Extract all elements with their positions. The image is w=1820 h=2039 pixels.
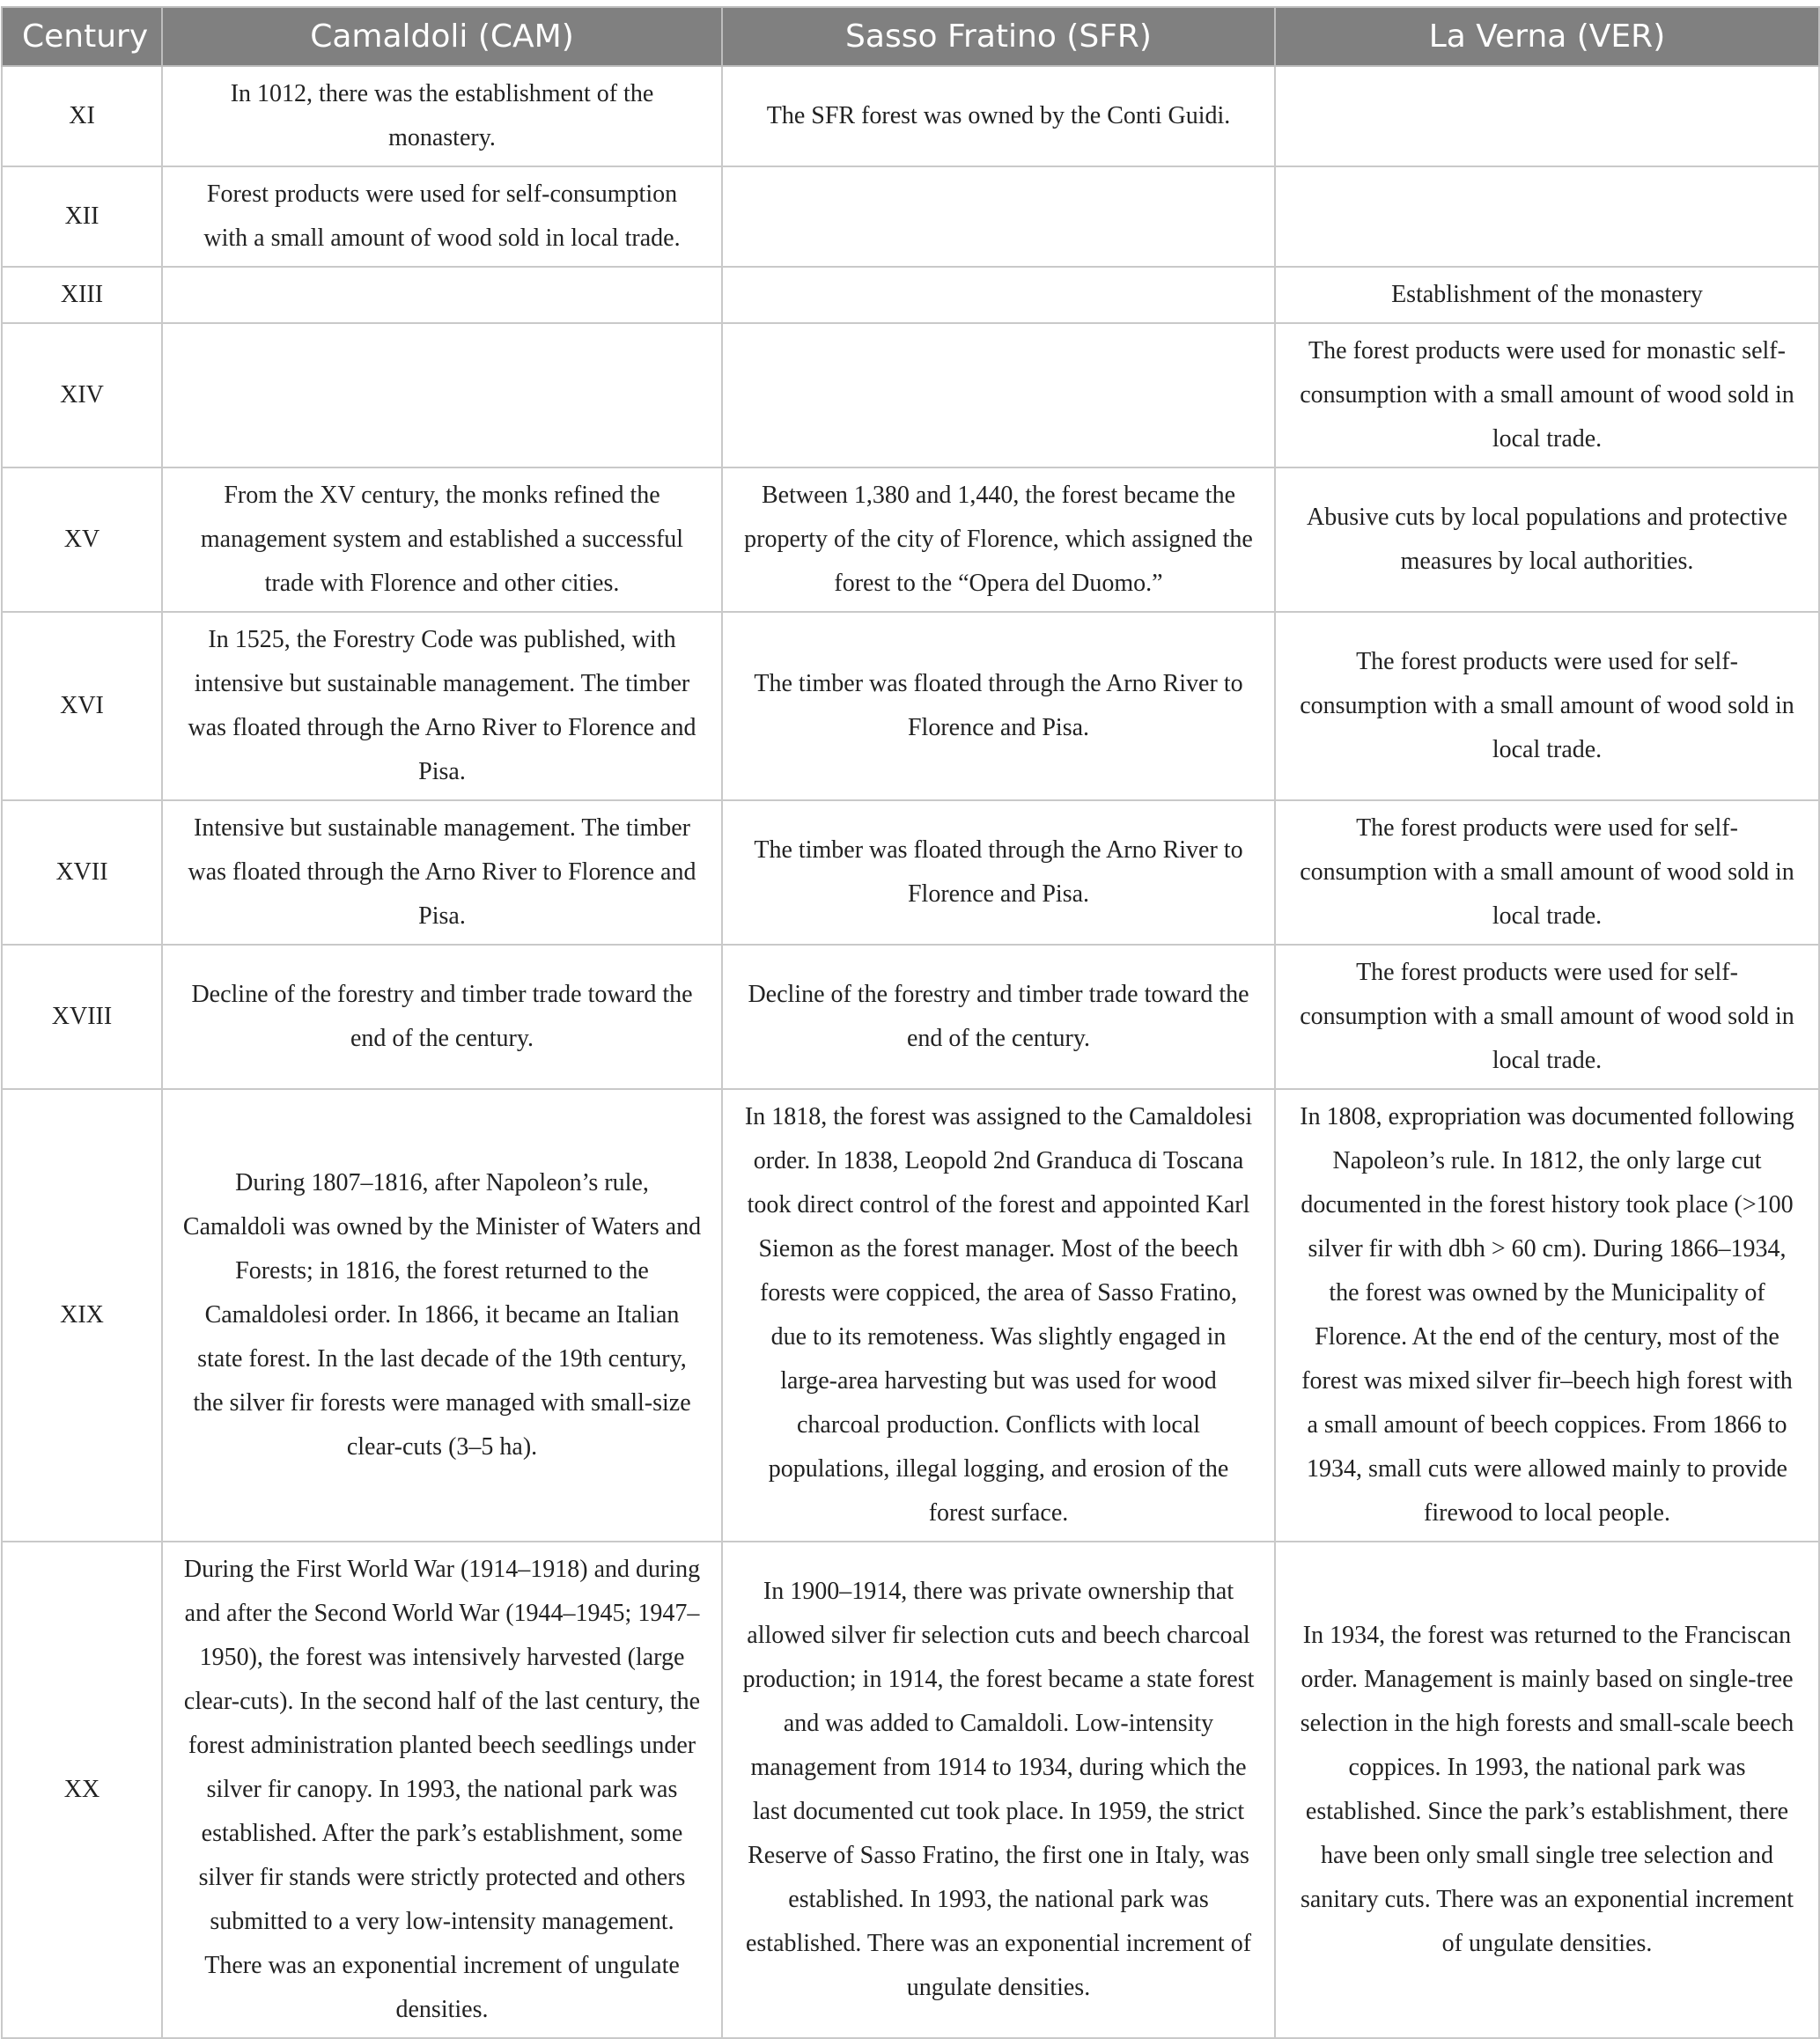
table-row	[2, 1542, 1819, 2038]
sasso-fratino-cell	[722, 323, 1275, 467]
la-verna-cell	[1275, 166, 1819, 267]
header-century: Century	[2, 7, 162, 66]
century-cell: XVIII	[2, 945, 162, 1089]
camaldoli-cell	[162, 323, 722, 467]
header-sasso-fratino: Sasso Fratino (SFR)	[722, 7, 1275, 66]
century-cell: XVI	[2, 612, 162, 800]
century-cell: XVII	[2, 800, 162, 945]
sasso-fratino-cell	[722, 166, 1275, 267]
la-verna-cell: In 1808, expropriation was documented following Napoleon’s rule. In 1812, the only large cut documented in the forest history took place (>100 silver fir with dbh > 60 cm). During 1866–1934, the forest was owned by the Municipality of Florence. At the end of the century, most of the forest was mixed silver fir–beech high forest with a small amount of beech coppices. From 1866 to 1934, small cuts were allowed mainly to provide firewood to local people.	[1275, 1089, 1819, 1542]
header-la-verna: La Verna (VER)	[1275, 7, 1819, 66]
table-row	[2, 66, 1819, 166]
la-verna-cell	[1275, 66, 1819, 166]
la-verna-cell: Establishment of the monastery	[1275, 267, 1819, 323]
la-verna-cell: In 1934, the forest was returned to the Franciscan order. Management is mainly based on single-tree selection in the high forests and small-scale beech coppices. In 1993, the national park was established. Since the park’s establishment, there have been only small single tree selection and sanitary cuts. There was an exponential increment of ungulate densities.	[1275, 1542, 1819, 2038]
camaldoli-cell: In 1012, there was the establishment of the monastery.	[162, 66, 722, 166]
sasso-fratino-cell	[722, 267, 1275, 323]
forest-history-table	[1, 6, 1820, 2039]
table-row	[2, 467, 1819, 612]
table-row	[2, 800, 1819, 945]
la-verna-cell: The forest products were used for self-consumption with a small amount of wood sold in local trade.	[1275, 612, 1819, 800]
la-verna-cell: The forest products were used for self-consumption with a small amount of wood sold in local trade.	[1275, 800, 1819, 945]
sasso-fratino-cell: In 1818, the forest was assigned to the Camaldolesi order. In 1838, Leopold 2nd Granduca di Toscana took direct control of the forest and appointed Karl Siemon as the forest manager. Most of the beech forests were coppiced, the area of Sasso Fratino, due to its remoteness. Was slightly engaged in large-area harvesting but was used for wood charcoal production. Conflicts with local populations, illegal logging, and erosion of the forest surface.	[722, 1089, 1275, 1542]
table-row	[2, 612, 1819, 800]
table-row	[2, 267, 1819, 323]
camaldoli-cell: In 1525, the Forestry Code was published, with intensive but sustainable management. The timber was floated through the Arno River to Florence and Pisa.	[162, 612, 722, 800]
camaldoli-cell	[162, 267, 722, 323]
table-row	[2, 945, 1819, 1089]
sasso-fratino-cell: In 1900–1914, there was private ownership that allowed silver fir selection cuts and beech charcoal production; in 1914, the forest became a state forest and was added to Camaldoli. Low-intensity management from 1914 to 1934, during which the last documented cut took place. In 1959, the strict Reserve of Sasso Fratino, the first one in Italy, was established. In 1993, the national park was established. There was an exponential increment of ungulate densities.	[722, 1542, 1275, 2038]
sasso-fratino-cell: The timber was floated through the Arno River to Florence and Pisa.	[722, 612, 1275, 800]
table-row	[2, 166, 1819, 267]
camaldoli-cell: Intensive but sustainable management. The timber was floated through the Arno River to Florence and Pisa.	[162, 800, 722, 945]
header-camaldoli: Camaldoli (CAM)	[162, 7, 722, 66]
century-cell: XIII	[2, 267, 162, 323]
table-row	[2, 1089, 1819, 1542]
century-cell: XI	[2, 66, 162, 166]
camaldoli-cell: Decline of the forestry and timber trade toward the end of the century.	[162, 945, 722, 1089]
camaldoli-cell: Forest products were used for self-consumption with a small amount of wood sold in local trade.	[162, 166, 722, 267]
table-row	[2, 323, 1819, 467]
sasso-fratino-cell: Decline of the forestry and timber trade toward the end of the century.	[722, 945, 1275, 1089]
century-cell: XX	[2, 1542, 162, 2038]
camaldoli-cell: From the XV century, the monks refined the management system and established a successful trade with Florence and other cities.	[162, 467, 722, 612]
camaldoli-cell: During 1807–1816, after Napoleon’s rule, Camaldoli was owned by the Minister of Waters and Forests; in 1816, the forest returned to the Camaldolesi order. In 1866, it became an Italian state forest. In the last decade of the 19th century, the silver fir forests were managed with small-size clear-cuts (3–5 ha).	[162, 1089, 722, 1542]
camaldoli-cell: During the First World War (1914–1918) and during and after the Second World War (1944–1945; 1947–1950), the forest was intensively harvested (large clear-cuts). In the second half of the last century, the forest administration planted beech seedlings under silver fir canopy. In 1993, the national park was established. After the park’s establishment, some silver fir stands were strictly protected and others submitted to a very low-intensity management. There was an exponential increment of ungulate densities.	[162, 1542, 722, 2038]
sasso-fratino-cell: The timber was floated through the Arno River to Florence and Pisa.	[722, 800, 1275, 945]
la-verna-cell: Abusive cuts by local populations and protective measures by local authorities.	[1275, 467, 1819, 612]
la-verna-cell: The forest products were used for monastic self-consumption with a small amount of wood sold in local trade.	[1275, 323, 1819, 467]
century-cell: XIX	[2, 1089, 162, 1542]
sasso-fratino-cell: Between 1,380 and 1,440, the forest became the property of the city of Florence, which assigned the forest to the “Opera del Duomo.”	[722, 467, 1275, 612]
header-row	[2, 7, 1819, 66]
century-cell: XIV	[2, 323, 162, 467]
la-verna-cell: The forest products were used for self-consumption with a small amount of wood sold in local trade.	[1275, 945, 1819, 1089]
century-cell: XV	[2, 467, 162, 612]
sasso-fratino-cell: The SFR forest was owned by the Conti Guidi.	[722, 66, 1275, 166]
century-cell: XII	[2, 166, 162, 267]
